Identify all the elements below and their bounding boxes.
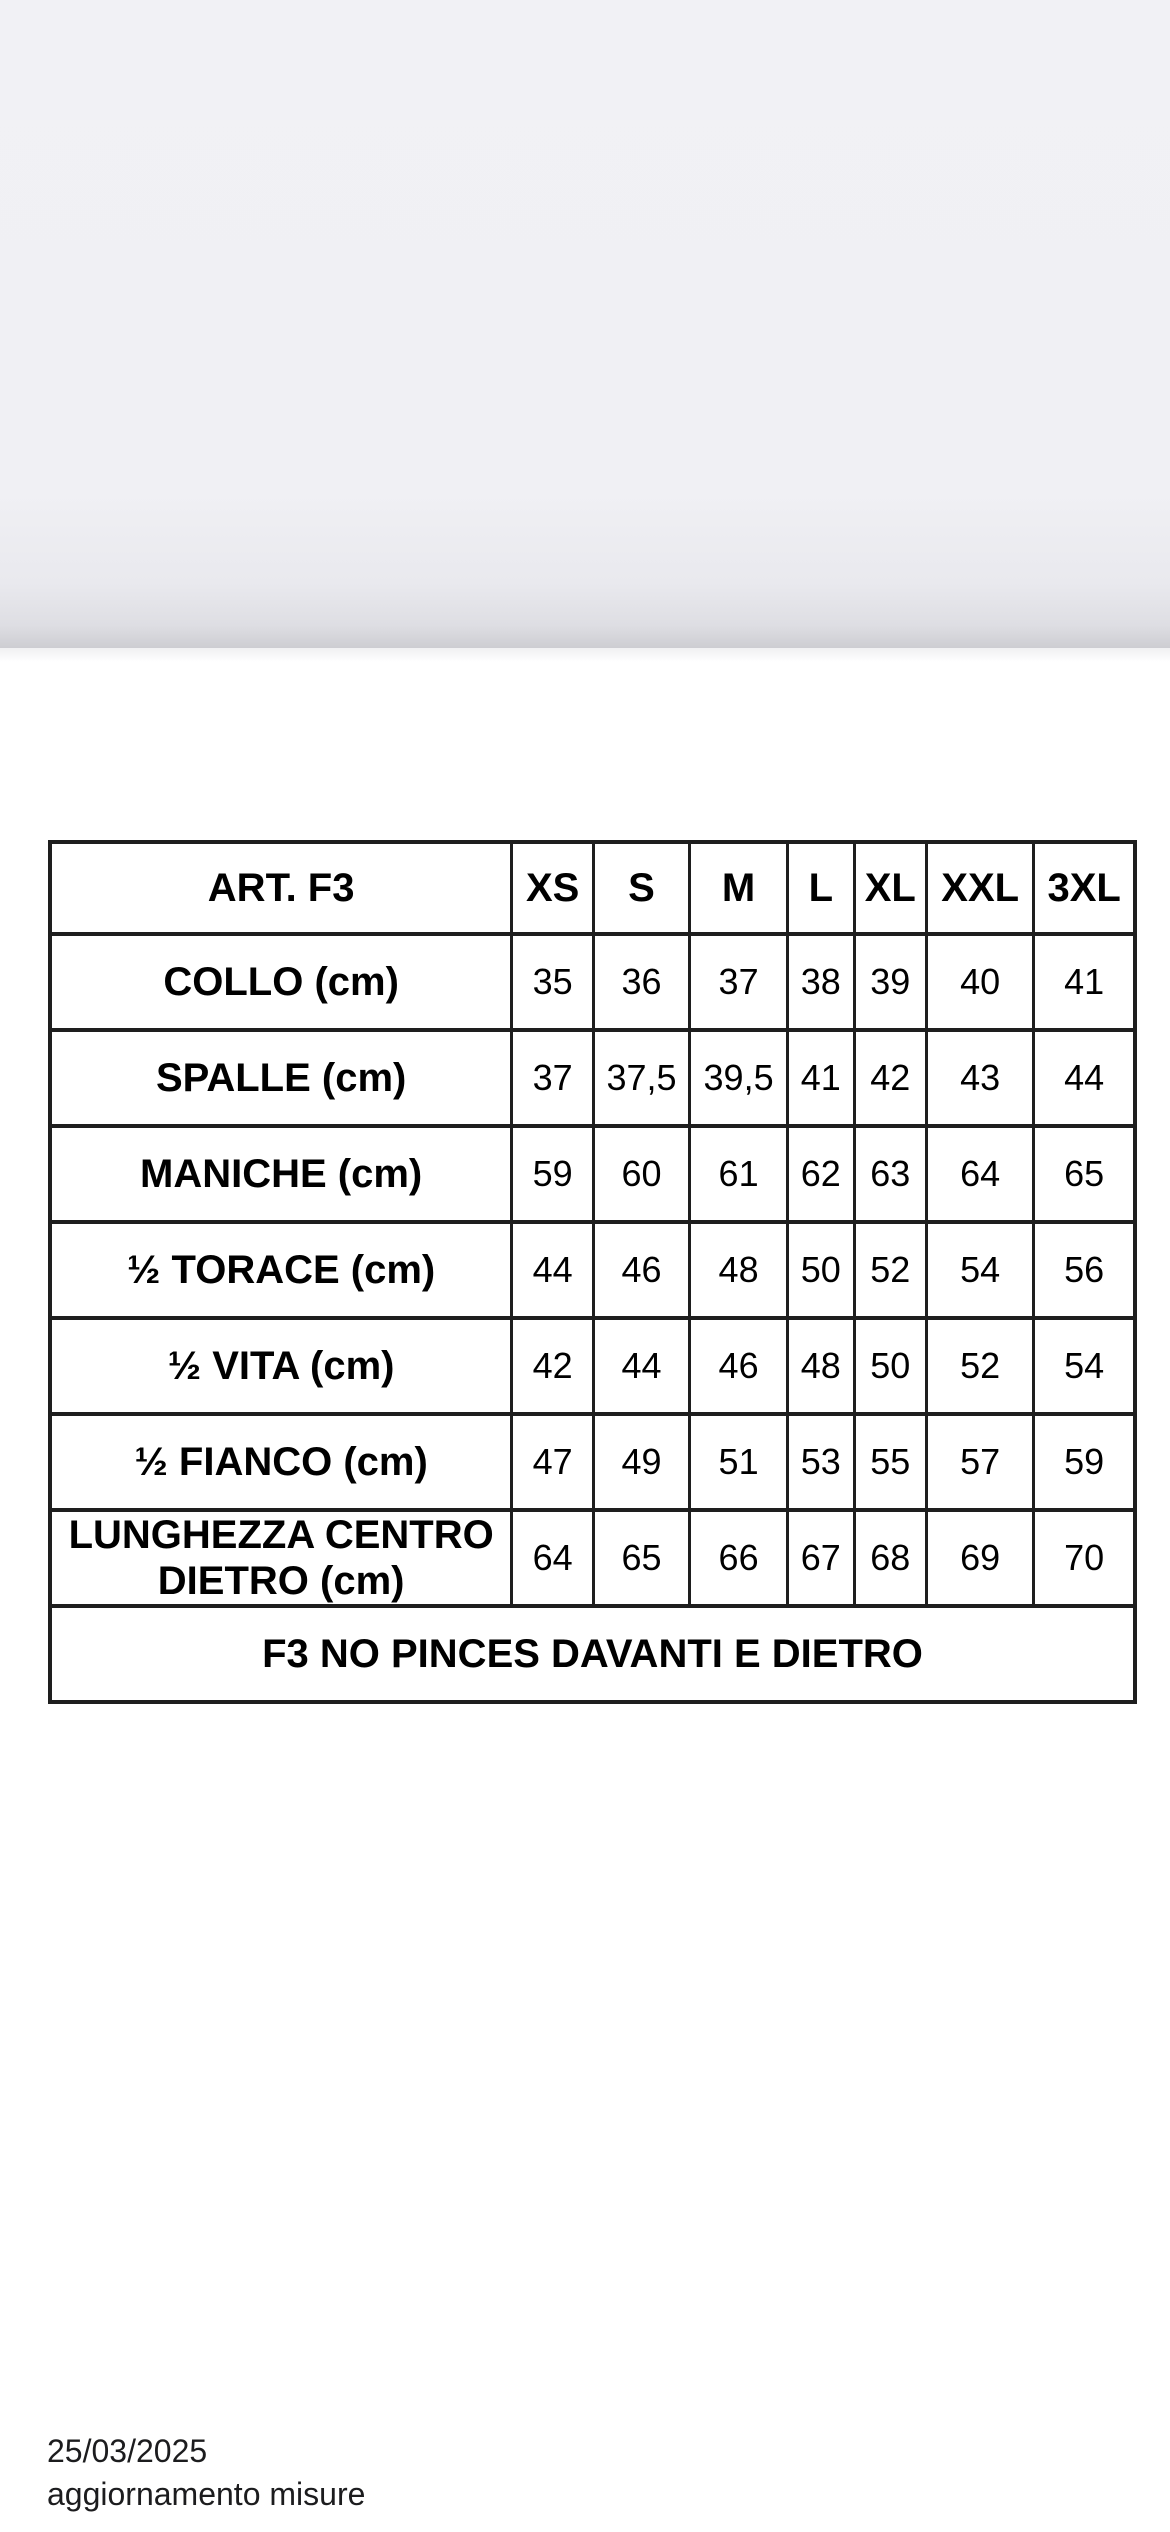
header-size-xl: XL: [854, 842, 927, 934]
cell-value: 38: [788, 934, 854, 1030]
footer-date: 25/03/2025: [47, 2433, 208, 2469]
cell-value: 44: [512, 1222, 594, 1318]
row-label: ½ TORACE (cm): [50, 1222, 512, 1318]
row-label: LUNGHEZZA CENTRO DIETRO (cm): [50, 1510, 512, 1606]
row-label: MANICHE (cm): [50, 1126, 512, 1222]
size-chart-table: [48, 840, 1137, 1704]
cell-value: 37: [512, 1030, 594, 1126]
header-size-xs: XS: [512, 842, 594, 934]
table-note-row: [50, 1606, 1135, 1702]
cell-value: 42: [854, 1030, 927, 1126]
cell-value: 46: [594, 1222, 690, 1318]
cell-value: 64: [927, 1126, 1034, 1222]
table-row-collo: [50, 934, 1135, 1030]
cell-value: 52: [927, 1318, 1034, 1414]
cell-value: 69: [927, 1510, 1034, 1606]
cell-value: 39: [854, 934, 927, 1030]
cell-value: 37: [690, 934, 788, 1030]
table-row-vita: [50, 1318, 1135, 1414]
cell-value: 54: [1034, 1318, 1135, 1414]
cell-value: 55: [854, 1414, 927, 1510]
cell-value: 36: [594, 934, 690, 1030]
row-label: ½ FIANCO (cm): [50, 1414, 512, 1510]
cell-value: 70: [1034, 1510, 1135, 1606]
header-size-s: S: [594, 842, 690, 934]
header-size-l: L: [788, 842, 854, 934]
cell-value: 65: [594, 1510, 690, 1606]
table-note: F3 NO PINCES DAVANTI E DIETRO: [50, 1606, 1135, 1702]
row-label: SPALLE (cm): [50, 1030, 512, 1126]
document-footer: [47, 2430, 365, 2516]
cell-value: 52: [854, 1222, 927, 1318]
cell-value: 49: [594, 1414, 690, 1510]
table-header-row: [50, 842, 1135, 934]
cell-value: 63: [854, 1126, 927, 1222]
cell-value: 65: [1034, 1126, 1135, 1222]
cell-value: 68: [854, 1510, 927, 1606]
table-row-maniche: [50, 1126, 1135, 1222]
table-row-spalle: [50, 1030, 1135, 1126]
cell-value: 35: [512, 934, 594, 1030]
cell-value: 42: [512, 1318, 594, 1414]
cell-value: 54: [927, 1222, 1034, 1318]
row-label: COLLO (cm): [50, 934, 512, 1030]
cell-value: 44: [594, 1318, 690, 1414]
cell-value: 48: [788, 1318, 854, 1414]
cell-value: 39,5: [690, 1030, 788, 1126]
cell-value: 50: [788, 1222, 854, 1318]
page-top-shadow: [0, 648, 1170, 662]
cell-value: 51: [690, 1414, 788, 1510]
cell-value: 40: [927, 934, 1034, 1030]
header-article: ART. F3: [50, 842, 512, 934]
cell-value: 44: [1034, 1030, 1135, 1126]
cell-value: 61: [690, 1126, 788, 1222]
cell-value: 59: [512, 1126, 594, 1222]
row-label: ½ VITA (cm): [50, 1318, 512, 1414]
table-row-fianco: [50, 1414, 1135, 1510]
cell-value: 60: [594, 1126, 690, 1222]
cell-value: 64: [512, 1510, 594, 1606]
cell-value: 59: [1034, 1414, 1135, 1510]
header-size-xxl: XXL: [927, 842, 1034, 934]
cell-value: 37,5: [594, 1030, 690, 1126]
cell-value: 50: [854, 1318, 927, 1414]
cell-value: 48: [690, 1222, 788, 1318]
cell-value: 53: [788, 1414, 854, 1510]
document-page[interactable]: [0, 648, 1170, 2532]
cell-value: 62: [788, 1126, 854, 1222]
cell-value: 66: [690, 1510, 788, 1606]
cell-value: 57: [927, 1414, 1034, 1510]
cell-value: 47: [512, 1414, 594, 1510]
header-size-3xl: 3XL: [1034, 842, 1135, 934]
cell-value: 41: [788, 1030, 854, 1126]
cell-value: 67: [788, 1510, 854, 1606]
footer-caption: aggiornamento misure: [47, 2476, 366, 2512]
cell-value: 46: [690, 1318, 788, 1414]
cell-value: 43: [927, 1030, 1034, 1126]
table-row-lunghezza: [50, 1510, 1135, 1606]
app-background: [0, 0, 1170, 648]
cell-value: 56: [1034, 1222, 1135, 1318]
cell-value: 41: [1034, 934, 1135, 1030]
table-row-torace: [50, 1222, 1135, 1318]
header-size-m: M: [690, 842, 788, 934]
